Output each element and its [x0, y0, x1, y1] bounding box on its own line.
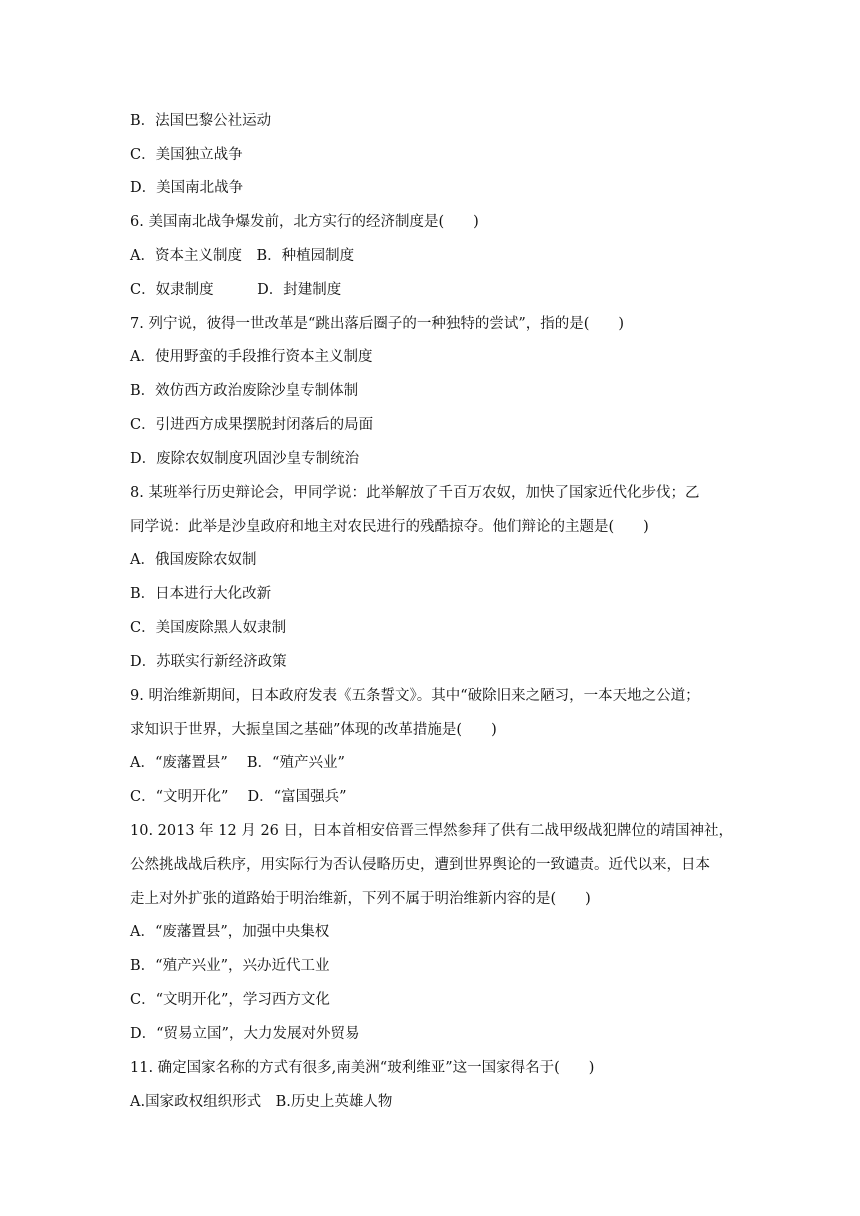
- q5-option-d: D．美国南北战争: [130, 180, 244, 196]
- q7-option-a: A．使用野蛮的手段推行资本主义制度: [130, 349, 373, 365]
- q8-stem-line1: 8. 某班举行历史辩论会，甲同学说：此举解放了千百万农奴，加快了国家近代化步伐；乙: [130, 485, 700, 501]
- q10-option-d: D．“贸易立国”，大力发展对外贸易: [130, 1026, 360, 1042]
- q9-options-ab: A．“废藩置县” B．“殖产兴业”: [130, 755, 345, 771]
- q9-stem-line2: 求知识于世界，大振皇国之基础”体现的改革措施是( ): [130, 722, 497, 738]
- q6-stem: 6. 美国南北战争爆发前，北方实行的经济制度是( ): [130, 214, 479, 230]
- q11-stem: 11. 确定国家名称的方式有很多,南美洲“玻利维亚”这一国家得名于( ): [130, 1060, 595, 1076]
- q8-option-b: B．日本进行大化改新: [130, 586, 272, 602]
- q7-stem: 7. 列宁说，彼得一世改革是“跳出落后圈子的一种独特的尝试”，指的是( ): [130, 316, 625, 332]
- q10-option-a: A．“废藩置县”，加强中央集权: [130, 924, 330, 940]
- q8-option-a: A．俄国废除农奴制: [130, 552, 257, 568]
- q10-stem-line2: 公然挑战战后秩序，用实际行为否认侵略历史，遭到世界舆论的一致谴责。近代以来，日本: [130, 857, 710, 873]
- q9-options-cd: C．“文明开化” D．“富国强兵”: [130, 789, 347, 805]
- q5-option-b: B．法国巴黎公社运动: [130, 113, 272, 129]
- q8-stem-line2: 同学说：此举是沙皇政府和地主对农民进行的残酷掠夺。他们辩论的主题是( ): [130, 519, 649, 535]
- q10-stem-line1: 10. 2013 年 12 月 26 日，日本首相安倍晋三悍然参拜了供有二战甲级战犯牌位的靖国神社，: [130, 823, 734, 839]
- q8-option-c: C．美国废除黑人奴隶制: [130, 620, 287, 636]
- q7-option-b: B．效仿西方政治废除沙皇专制体制: [130, 383, 359, 399]
- q10-option-b: B．“殖产兴业”，兴办近代工业: [130, 958, 330, 974]
- q6-options-ab: A．资本主义制度 B．种植园制度: [130, 248, 355, 264]
- q9-stem-line1: 9. 明治维新期间，日本政府发表《五条誓文》。其中“破除旧来之陋习，一本天地之公道；: [130, 688, 700, 704]
- q5-option-c: C．美国独立战争: [130, 147, 243, 163]
- q7-option-d: D．废除农奴制度巩固沙皇专制统治: [130, 451, 360, 467]
- q11-options-ab: A.国家政权组织形式 B.历史上英雄人物: [130, 1094, 393, 1110]
- q7-option-c: C．引进西方成果摆脱封闭落后的局面: [130, 417, 374, 433]
- q10-option-c: C．“文明开化”，学习西方文化: [130, 992, 330, 1008]
- q6-options-cd: C．奴隶制度 D．封建制度: [130, 282, 342, 298]
- q10-stem-line3: 走上对外扩张的道路始于明治维新，下列不属于明治维新内容的是( ): [130, 891, 591, 907]
- q8-option-d: D．苏联实行新经济政策: [130, 654, 287, 670]
